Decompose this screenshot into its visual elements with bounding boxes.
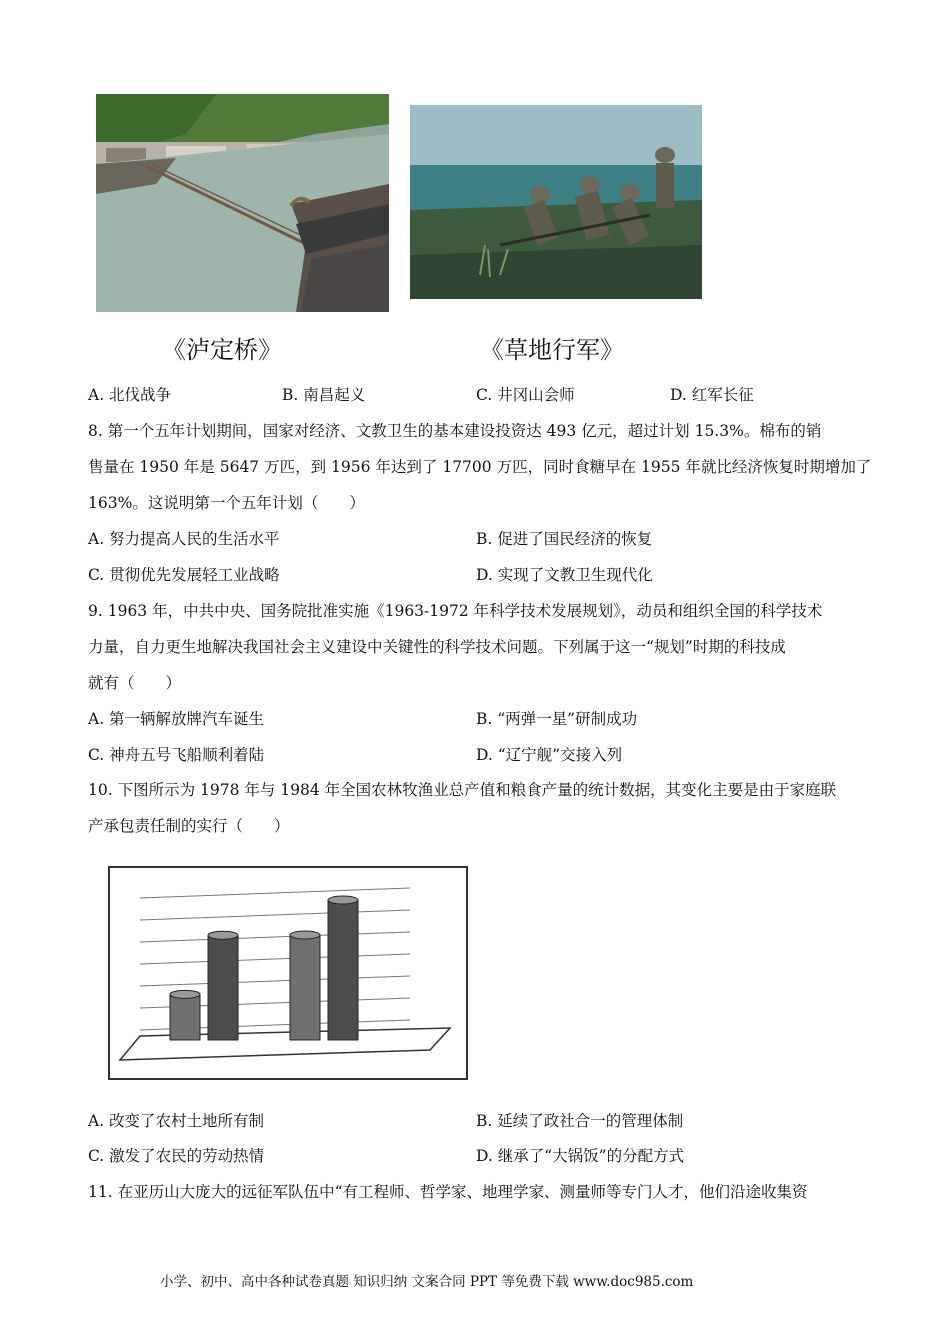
luding-bridge-photo: [96, 94, 389, 312]
q7-option-a[interactable]: A. 北伐战争: [88, 386, 172, 404]
q9-stem-line-1: 9. 1963 年，中共中央、国务院批准实施《1963-1972 年科学技术发展规划》，动员和组织全国的科学技术: [88, 602, 823, 620]
page-footer[interactable]: 小学、初中、高中各种试卷真题 知识归纳 文案合同 PPT 等免费下载 www.doc985.com: [160, 1274, 694, 1290]
chart-gridline: [140, 888, 410, 898]
chart-bar: [208, 931, 238, 1040]
q9-stem-line-3: 就有（ ）: [88, 674, 182, 692]
q11-stem-line-1: 11. 在亚历山大庞大的远征军队伍中“有工程师、哲学家、地理学家、测量师等专门人才，他们沿途收集资: [88, 1183, 808, 1201]
q8-stem-line-2: 售量在 1950 年是 5647 万匹，到 1956 年达到了 17700 万匹，同时食糖早在 1955 年就比经济恢复时期增加了: [88, 458, 872, 476]
q9-stem-line-2: 力量，自力更生地解决我国社会主义建设中关键性的科学技术问题。下列属于这一“规划”时期的科技成: [88, 638, 786, 656]
left-photo-caption: 《泸定桥》: [162, 336, 282, 364]
q10-option-a[interactable]: A. 改变了农村土地所有制: [88, 1112, 265, 1130]
chart-gridline: [140, 910, 410, 920]
chart-gridline: [140, 976, 410, 986]
q9-option-c[interactable]: C. 神舟五号飞船顺利着陆: [88, 746, 265, 764]
chart-gridline: [140, 954, 410, 964]
q10-stem-line-2: 产承包责任制的实行（ ）: [88, 817, 290, 835]
q8-stem-line-1: 8. 第一个五年计划期间，国家对经济、文教卫生的基本建设投资达 493 亿元，超过计划 15.3%。棉布的销: [88, 422, 822, 440]
chart-bar: [328, 896, 358, 1040]
chart-bar: [290, 931, 320, 1040]
q9-option-d[interactable]: D. “辽宁舰”交接入列: [476, 746, 623, 764]
right-photo-caption: 《草地行军》: [480, 336, 624, 364]
grassland-march-photo: [410, 105, 702, 299]
chart-gridline: [140, 932, 410, 942]
q8-option-d[interactable]: D. 实现了文教卫生现代化: [476, 566, 653, 584]
grassland-march-illustration: [410, 105, 702, 299]
q10-option-d[interactable]: D. 继承了“大锅饭”的分配方式: [476, 1147, 685, 1165]
luding-bridge-illustration: [96, 94, 389, 312]
q7-option-d[interactable]: D. 红军长征: [670, 386, 754, 404]
q10-chart-frame: [108, 866, 468, 1080]
q8-option-c[interactable]: C. 贯彻优先发展轻工业战略: [88, 566, 280, 584]
q7-option-b[interactable]: B. 南昌起义: [282, 386, 366, 404]
q8-stem-line-3: 163%。这说明第一个五年计划（ ）: [88, 494, 365, 512]
chart-bar: [170, 990, 200, 1040]
q10-bar-chart: [110, 868, 466, 1078]
q8-option-a[interactable]: A. 努力提高人民的生活水平: [88, 530, 280, 548]
q10-option-c[interactable]: C. 激发了农民的劳动热情: [88, 1147, 265, 1165]
q7-option-c[interactable]: C. 井冈山会师: [476, 386, 575, 404]
q9-option-b[interactable]: B. “两弹一星”研制成功: [476, 710, 638, 728]
q10-stem-line-1: 10. 下图所示为 1978 年与 1984 年全国农林牧渔业总产值和粮食产量的统计数据，其变化主要是由于家庭联: [88, 781, 837, 799]
q10-option-b[interactable]: B. 延续了政社合一的管理体制: [476, 1112, 684, 1130]
q8-option-b[interactable]: B. 促进了国民经济的恢复: [476, 530, 653, 548]
q9-option-a[interactable]: A. 第一辆解放牌汽车诞生: [88, 710, 265, 728]
